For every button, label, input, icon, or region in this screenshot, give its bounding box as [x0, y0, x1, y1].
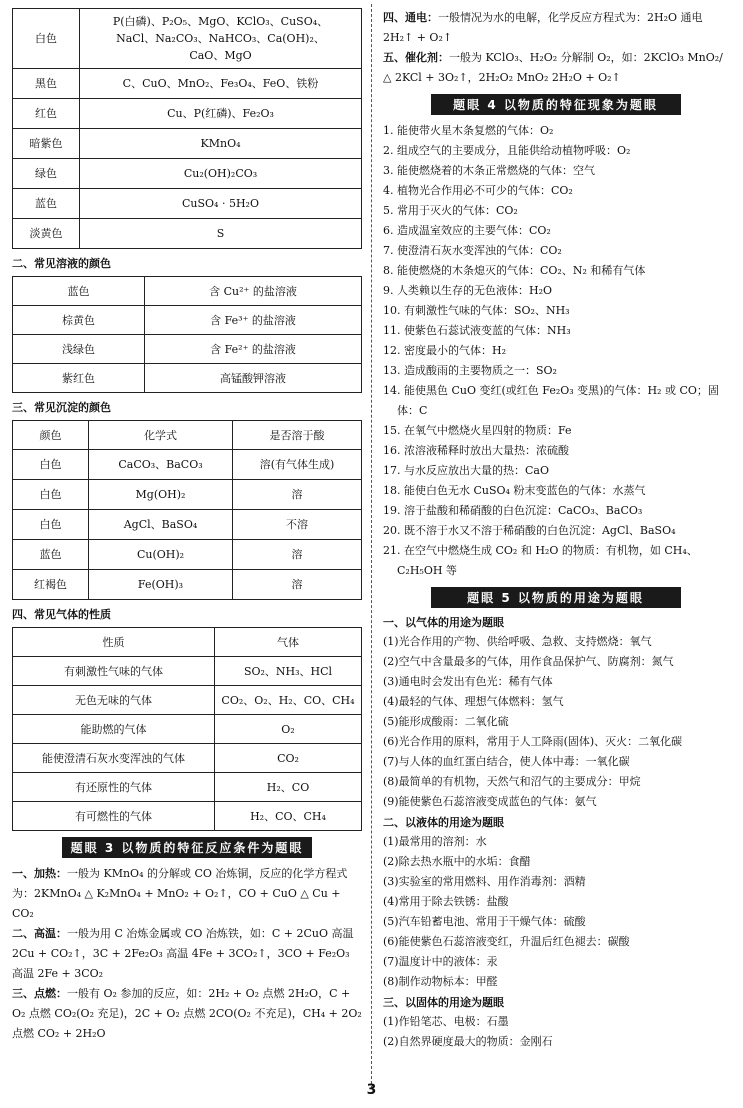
solution-cell: 含 Cu²⁺ 的盐溶液 — [145, 277, 362, 306]
color-cell: 红褐色 — [13, 570, 89, 600]
condition-paragraph — [12, 924, 362, 984]
section-title: 二、常见溶液的颜色 — [12, 257, 111, 271]
property-cell: 能助燃的气体 — [13, 715, 215, 744]
substance-cell: KMnO₄ — [80, 129, 362, 159]
list-item: (5)能形成酸雨：二氧化硫 — [383, 715, 509, 728]
condition-paragraph — [383, 8, 728, 48]
solution-cell: 含 Fe³⁺ 的盐溶液 — [145, 306, 362, 335]
color-cell: 棕黄色 — [13, 306, 145, 335]
color-cell: 绿色 — [13, 159, 80, 189]
property-cell: 有刺激性气味的气体 — [13, 657, 215, 686]
list-item: 19. 溶于盐酸和稀硝酸的白色沉淀：CaCO₃、BaCO₃ — [383, 504, 643, 517]
substance-cell: CuSO₄ · 5H₂O — [80, 189, 362, 219]
condition-label: 五、催化剂： — [383, 51, 449, 64]
color-cell: 白色 — [13, 450, 89, 480]
subsection-title: 三、以固体的用途为题眼 — [383, 996, 504, 1009]
gas-cell: CO₂ — [215, 744, 362, 773]
list-item: 15. 在氧气中燃烧火星四射的物质：Fe — [383, 424, 572, 437]
color-cell: 白色 — [13, 510, 89, 540]
list-item: (1)最常用的溶剂：水 — [383, 835, 487, 848]
acid-cell: 溶 — [233, 480, 362, 510]
left-column — [12, 8, 362, 1044]
condition-label: 四、通电： — [383, 11, 438, 24]
formula-cell: CaCO₃、BaCO₃ — [89, 450, 233, 480]
gas-cell: SO₂、NH₃、HCl — [215, 657, 362, 686]
list-item: 4. 植物光合作用必不可少的气体：CO₂ — [383, 184, 573, 197]
color-cell: 蓝色 — [13, 189, 80, 219]
header-cell: 化学式 — [89, 421, 233, 450]
substance-cell: S — [80, 219, 362, 249]
acid-cell: 溶 — [233, 570, 362, 600]
phenomena-list — [383, 121, 728, 581]
substance-cell: C、CuO、MnO₂、Fe₃O₄、FeO、铁粉 — [80, 69, 362, 99]
header-cell: 性质 — [13, 628, 215, 657]
color-cell: 蓝色 — [13, 277, 145, 306]
list-item: 12. 密度最小的气体：H₂ — [383, 344, 506, 357]
list-item: (2)自然界硬度最大的物质：金刚石 — [383, 1035, 553, 1048]
section-banner: 题眼 3 以物质的特征反应条件为题眼 — [62, 837, 312, 858]
formula-cell: Cu(OH)₂ — [89, 540, 233, 570]
list-item: 20. 既不溶于水又不溶于稀硝酸的白色沉淀：AgCl、BaSO₄ — [383, 524, 676, 537]
gas-cell: CO₂、O₂、H₂、CO、CH₄ — [215, 686, 362, 715]
list-item: (9)能使紫色石蕊溶液变成蓝色的气体：氨气 — [383, 795, 597, 808]
list-item: 7. 使澄清石灰水变浑浊的气体：CO₂ — [383, 244, 562, 257]
list-item: (7)与人体的血红蛋白结合，使人体中毒：一氧化碳 — [383, 755, 630, 768]
list-item: (6)能使紫色石蕊溶液变红，升温后红色褪去：碳酸 — [383, 935, 630, 948]
list-item: (3)通电时会发出有色光：稀有气体 — [383, 675, 553, 688]
property-cell: 有可燃性的气体 — [13, 802, 215, 831]
list-item: 6. 造成温室效应的主要气体：CO₂ — [383, 224, 551, 237]
header-cell: 气体 — [215, 628, 362, 657]
list-item: 2. 组成空气的主要成分，且能供给动植物呼吸：O₂ — [383, 144, 631, 157]
condition-paragraph — [12, 984, 362, 1044]
list-item: 9. 人类赖以生存的无色液体：H₂O — [383, 284, 553, 297]
section-title: 四、常见气体的性质 — [12, 608, 111, 622]
condition-paragraph — [12, 864, 362, 924]
list-item: (8)最简单的有机物，天然气和沼气的主要成分：甲烷 — [383, 775, 641, 788]
gas-cell: O₂ — [215, 715, 362, 744]
list-item: 21. 在空气中燃烧生成 CO₂ 和 H₂O 的物质：有机物，如 CH₄、C₂H₅OH 等 — [383, 544, 698, 577]
acid-cell: 溶 — [233, 540, 362, 570]
substance-cell: Cu、P(红磷)、Fe₂O₃ — [80, 99, 362, 129]
section-banner: 题眼 4 以物质的特征现象为题眼 — [431, 94, 681, 115]
color-cell: 黑色 — [13, 69, 80, 99]
liquid-use-list — [383, 832, 728, 992]
color-cell: 红色 — [13, 99, 80, 129]
color-cell: 暗紫色 — [13, 129, 80, 159]
list-item: (1)光合作用的产物、供给呼吸、急救、支持燃烧：氧气 — [383, 635, 652, 648]
formula-cell: AgCl、BaSO₄ — [89, 510, 233, 540]
solid-use-list — [383, 1012, 728, 1052]
condition-text: 一般情况为水的电解，化学反应方程式为：2H₂O 通电 2H₂↑ + O₂↑ — [383, 11, 703, 44]
condition-label: 二、高温： — [12, 927, 67, 941]
list-item: (1)作铅笔芯、电极：石墨 — [383, 1015, 509, 1028]
solution-color-table — [12, 276, 362, 393]
list-item: (5)汽车铅蓄电池、常用于干燥气体：硫酸 — [383, 915, 586, 928]
condition-label: 一、加热： — [12, 867, 67, 881]
solution-cell: 含 Fe²⁺ 的盐溶液 — [145, 335, 362, 364]
list-item: 8. 能使燃烧的木条熄灭的气体：CO₂、N₂ 和稀有气体 — [383, 264, 646, 277]
list-item: 1. 能使带火星木条复燃的气体：O₂ — [383, 124, 554, 137]
list-item: (2)除去热水瓶中的水垢：食醋 — [383, 855, 531, 868]
condition-label: 三、点燃： — [12, 987, 67, 1001]
list-item: 18. 能使白色无水 CuSO₄ 粉末变蓝色的气体：水蒸气 — [383, 484, 646, 497]
column-divider — [371, 4, 372, 1089]
condition-text: 一般为 KClO₃、H₂O₂ 分解制 O₂，如：2KClO₃ MnO₂/△ 2KCl + 3O₂↑，2H₂O₂ MnO₂ 2H₂O + O₂↑ — [383, 51, 723, 84]
property-cell: 无色无味的气体 — [13, 686, 215, 715]
property-cell: 有还原性的气体 — [13, 773, 215, 802]
list-item: (4)常用于除去铁锈：盐酸 — [383, 895, 509, 908]
list-item: (4)最轻的气体、理想气体燃料：氢气 — [383, 695, 564, 708]
right-column — [383, 8, 728, 1052]
property-cell: 能使澄清石灰水变浑浊的气体 — [13, 744, 215, 773]
list-item: 3. 能使燃烧着的木条正常燃烧的气体：空气 — [383, 164, 595, 177]
condition-paragraph — [383, 48, 728, 88]
header-cell: 是否溶于酸 — [233, 421, 362, 450]
formula-cell: Fe(OH)₃ — [89, 570, 233, 600]
color-cell: 浅绿色 — [13, 335, 145, 364]
gas-use-list — [383, 632, 728, 812]
condition-text: 一般有 O₂ 参加的反应，如：2H₂ + O₂ 点燃 2H₂O，C + O₂ 点燃 CO₂(O₂ 充足)，2C + O₂ 点燃 2CO(O₂ 不充足)，CH₄ + 2O₂ 点燃 CO₂ + 2H₂O — [12, 987, 362, 1041]
precipitate-table — [12, 420, 362, 600]
section-banner: 题眼 5 以物质的用途为题眼 — [431, 587, 681, 608]
section-title: 三、常见沉淀的颜色 — [12, 401, 111, 415]
condition-text: 一般为 KMnO₄ 的分解或 CO 冶炼铜，反应的化学方程式为：2KMnO₄ △ K₂MnO₄ + MnO₂ + O₂↑，CO + CuO △ Cu + CO₂ — [12, 867, 348, 921]
subsection-title: 一、以气体的用途为题眼 — [383, 616, 504, 629]
substance-cell: Cu₂(OH)₂CO₃ — [80, 159, 362, 189]
gas-property-table — [12, 627, 362, 831]
solid-color-table — [12, 8, 362, 249]
list-item: 11. 使紫色石蕊试液变蓝的气体：NH₃ — [383, 324, 571, 337]
list-item: 13. 造成酸雨的主要物质之一：SO₂ — [383, 364, 557, 377]
substance-cell: P(白磷)、P₂O₅、MgO、KClO₃、CuSO₄、NaCl、Na₂CO₃、NaHCO₃、Ca(OH)₂、CaO、MgO — [80, 9, 362, 69]
gas-cell: H₂、CO — [215, 773, 362, 802]
list-item: (8)制作动物标本：甲醛 — [383, 975, 498, 988]
formula-cell: Mg(OH)₂ — [89, 480, 233, 510]
acid-cell: 溶(有气体生成) — [233, 450, 362, 480]
list-item: (3)实验室的常用燃料、用作消毒剂：酒精 — [383, 875, 586, 888]
color-cell: 白色 — [13, 9, 80, 69]
list-item: 16. 浓溶液稀释时放出大量热：浓硫酸 — [383, 444, 569, 457]
page-number: 3 — [366, 1082, 377, 1098]
color-cell: 紫红色 — [13, 364, 145, 393]
list-item: (6)光合作用的原料，常用于人工降雨(固体)、灭火：二氧化碳 — [383, 735, 683, 748]
acid-cell: 不溶 — [233, 510, 362, 540]
list-item: 14. 能使黑色 CuO 变红(或红色 Fe₂O₃ 变黑)的气体：H₂ 或 CO；固体：C — [383, 384, 719, 417]
list-item: 17. 与水反应放出大量的热：CaO — [383, 464, 549, 477]
subsection-title: 二、以液体的用途为题眼 — [383, 816, 504, 829]
condition-text: 一般为用 C 冶炼金属或 CO 冶炼铁，如：C + 2CuO 高温 2Cu + CO₂↑，3C + 2Fe₂O₃ 高温 4Fe + 3CO₂↑，3CO + Fe₂O₃ 高温 2Fe + 3CO₂ — [12, 927, 354, 981]
color-cell: 淡黄色 — [13, 219, 80, 249]
header-cell: 颜色 — [13, 421, 89, 450]
list-item: 5. 常用于灭火的气体：CO₂ — [383, 204, 518, 217]
color-cell: 蓝色 — [13, 540, 89, 570]
solution-cell: 高锰酸钾溶液 — [145, 364, 362, 393]
gas-cell: H₂、CO、CH₄ — [215, 802, 362, 831]
list-item: (7)温度计中的液体：汞 — [383, 955, 498, 968]
color-cell: 白色 — [13, 480, 89, 510]
list-item: 10. 有刺激性气味的气体：SO₂、NH₃ — [383, 304, 570, 317]
list-item: (2)空气中含量最多的气体，用作食品保护气、防腐剂：氮气 — [383, 655, 674, 668]
